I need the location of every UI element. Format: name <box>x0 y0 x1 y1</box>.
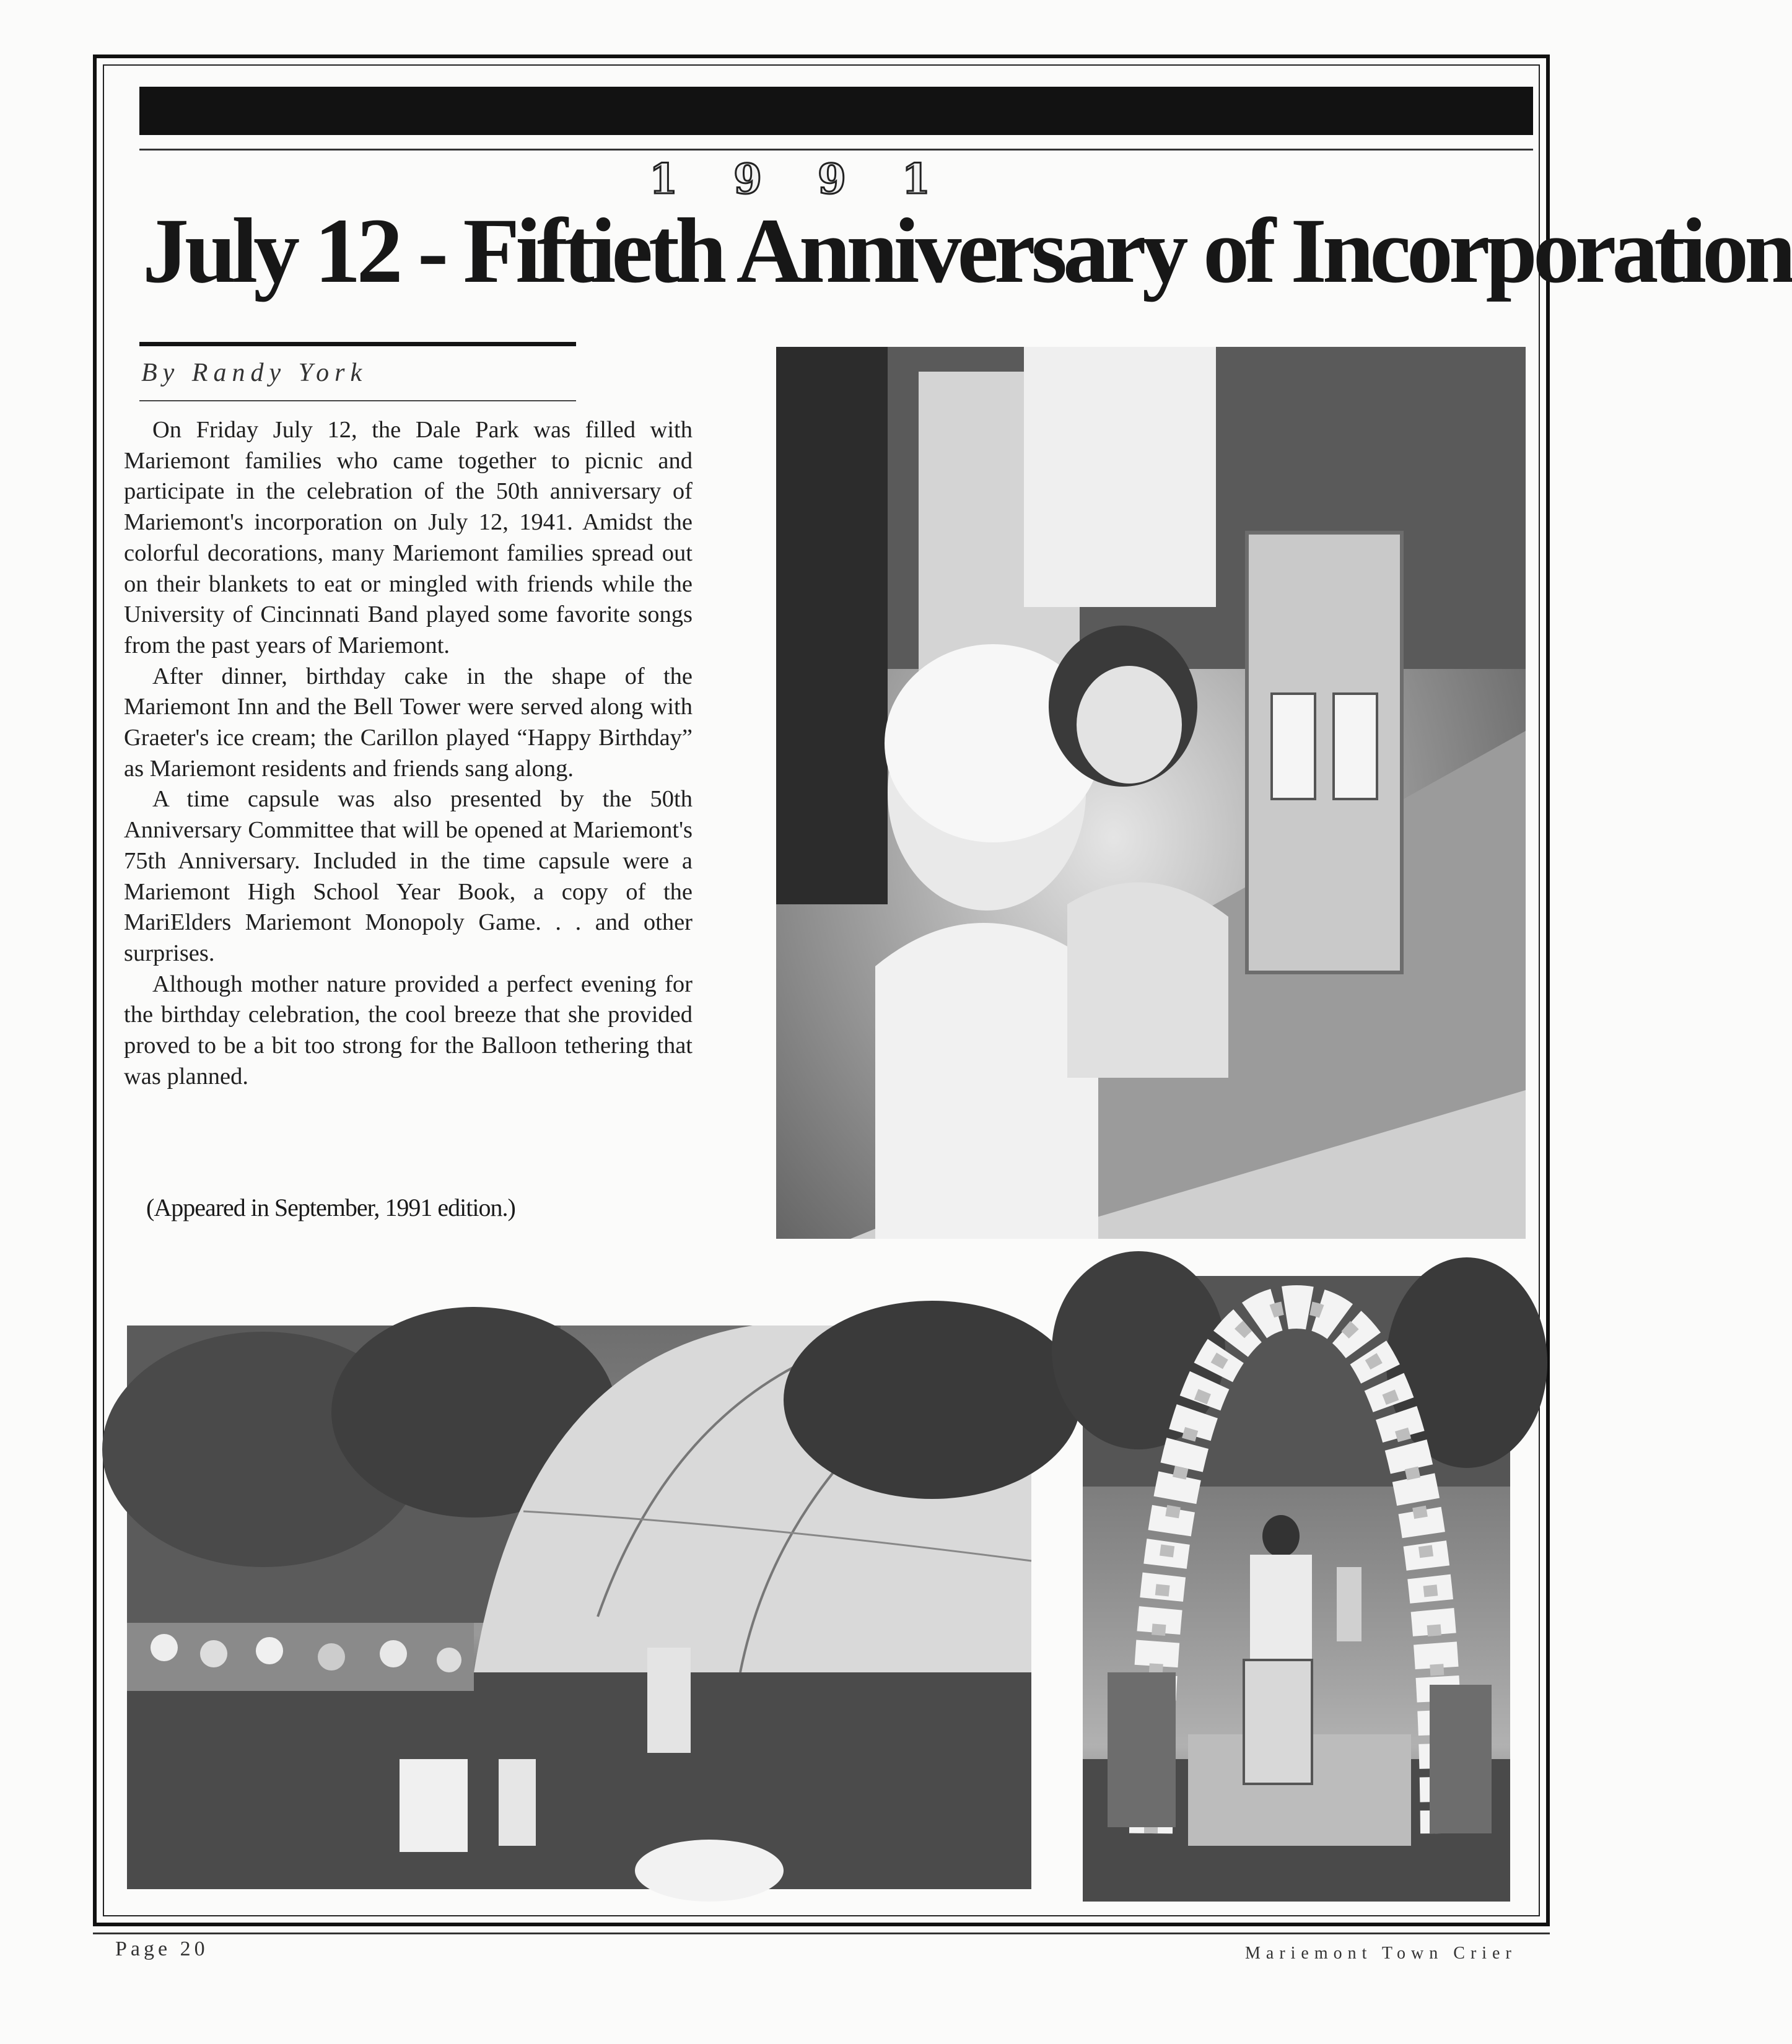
header-bar <box>139 87 1533 135</box>
photo-cake-children <box>776 347 1526 1239</box>
article-paragraph-3: A time capsule was also presented by the 50th Anniversary Committee that will be opened at Mariemont's 75th Anniversary. Included in the time capsule were a Mariemont High School Year Book, a copy of the MariElders Mariemont Monopoly Game. . . and other surprises. <box>124 786 693 966</box>
photo-balloon-illustration <box>127 1326 1031 1889</box>
byline: By Randy York <box>141 359 368 387</box>
edition-note: (Appeared in September, 1991 edition.) <box>146 1194 515 1221</box>
year-label: 1991 <box>649 155 986 203</box>
footer-rule <box>93 1933 1550 1934</box>
byline-rule-bottom <box>139 400 576 401</box>
publication-name: Mariemont Town Crier <box>1245 1944 1517 1963</box>
article-body <box>124 415 693 1092</box>
photo-arch-illustration <box>1083 1276 1510 1902</box>
page-number: Page 20 <box>115 1937 209 1960</box>
article-paragraph-2: After dinner, birthday cake in the shape of the Mariemont Inn and the Bell Tower were served along with Graeter's ice cream; the Carillon played “Happy Birthday” as Mariemont residents and friends sang along. <box>124 663 693 782</box>
article-paragraph-1: On Friday July 12, the Dale Park was filled with Mariemont families who came together to picnic and participate in the celebration of the 50th anniversary of Mariemont's incorporation on July 12, 1941. Amidst the colorful decorations, many Mariemont families spread out on their blankets to eat or mingled with friends while the University of Cincinnati Band played some favorite songs from the past years of Mariemont. <box>124 417 693 658</box>
photo-cake-illustration <box>776 347 1526 1239</box>
photo-balloon-crowd <box>127 1326 1031 1889</box>
byline-rule-top <box>139 342 576 346</box>
photo-balloon-arch <box>1083 1276 1510 1902</box>
article-paragraph-4: Although mother nature provided a perfect evening for the birthday celebration, the cool breeze that she provided proved to be a bit too strong for the Balloon tethering that was planned. <box>124 971 693 1090</box>
headline: July 12 - Fiftieth Anniversary of Incorporation <box>142 199 1792 302</box>
header-rule <box>139 149 1533 151</box>
